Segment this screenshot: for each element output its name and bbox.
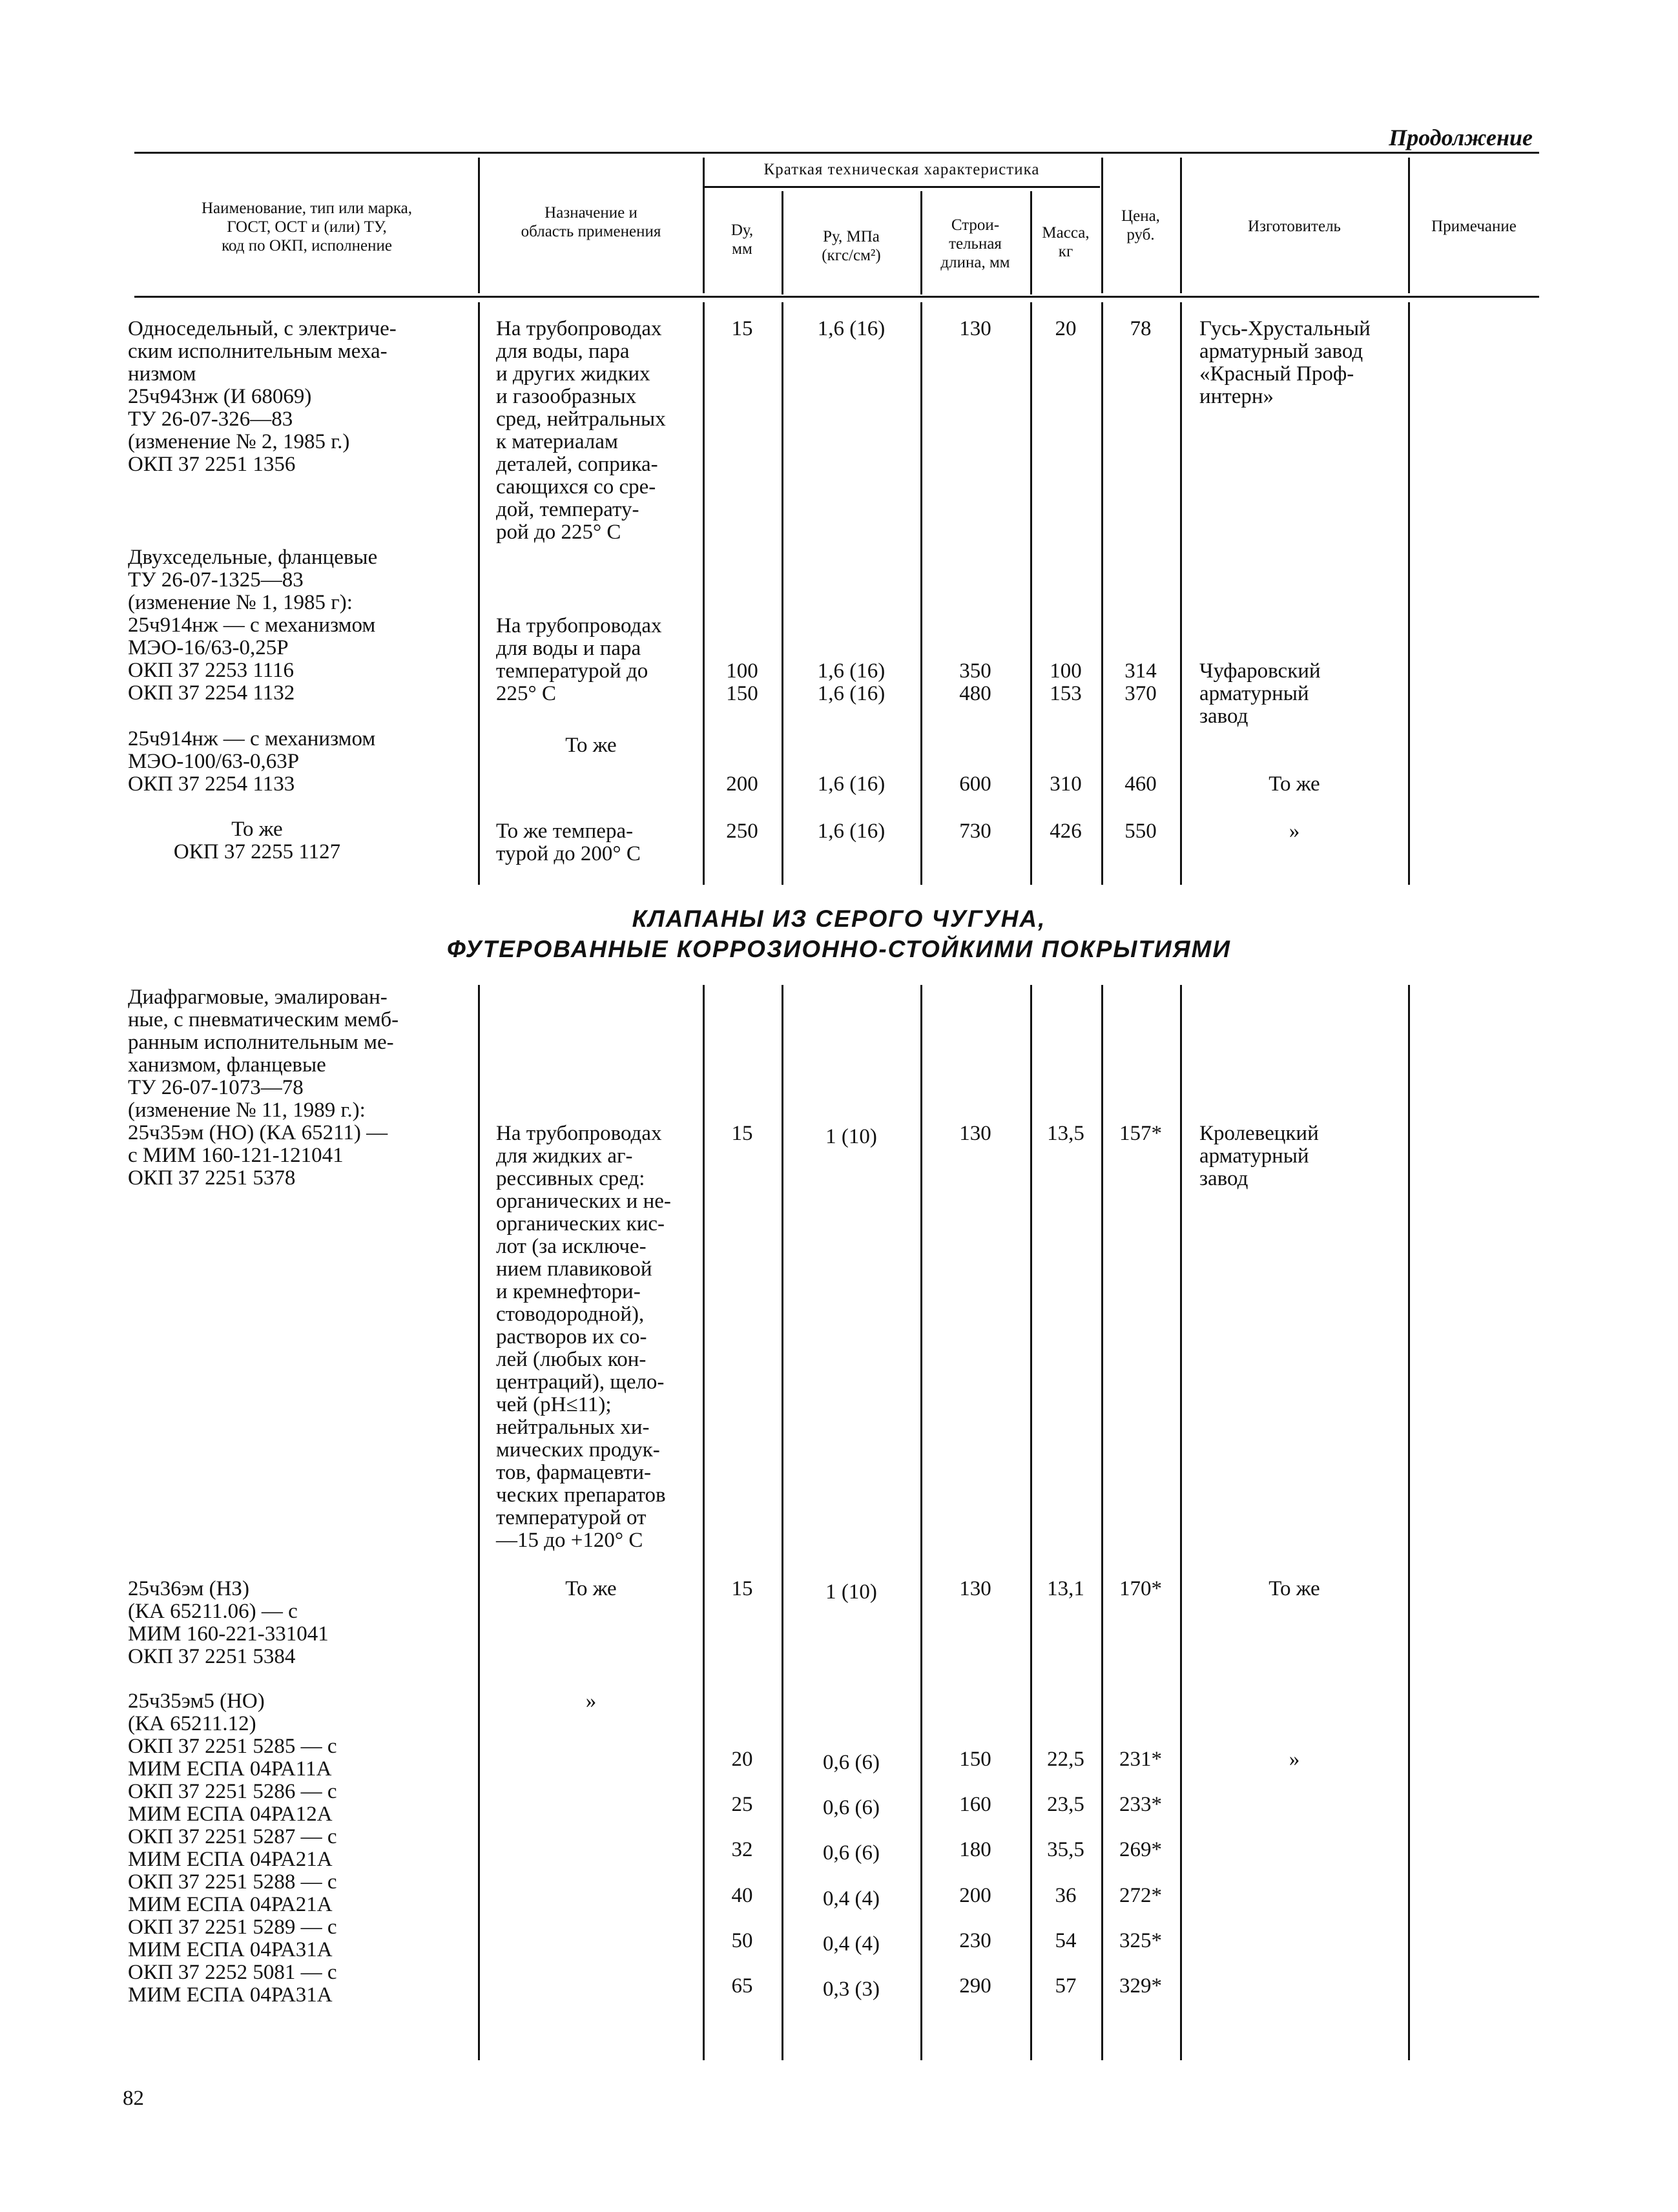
item-name: 25ч914нж — с механизмом МЭО-100/63-0,63Р ОКП 37 2254 1133	[128, 727, 376, 796]
header-dy: Dу, мм	[730, 222, 754, 258]
header-purpose: Назначение и область применения	[521, 204, 661, 240]
item-purpose: То же	[565, 1577, 617, 1600]
cell-mass: 310	[1050, 772, 1082, 796]
item-name: Диафрагмовые, эмалирован- ные, с пневматическим мемб- ранным исполнительным ме- ханизмом, фланцевые ТУ 26-07-1073—78 (изменение № 11, 1989 г.): 25ч35эм (НО) (КА 65211) — с МИМ 160-121-121041 ОКП 37 2251 5378	[128, 986, 399, 1190]
item-purpose: На трубопроводах для воды, пара и других жидких и газообразных сред, нейтральных к материалам деталей, соприка- сающихся со сре- дой, температу- рой до 225° С	[496, 317, 666, 544]
cell-py: 1,6 (16)	[817, 317, 886, 340]
cell-dy: 15	[731, 317, 753, 340]
header-maker: Изготовитель	[1248, 218, 1341, 235]
cell-dy: 100 150	[726, 659, 758, 705]
cell-dy: 20	[731, 1748, 753, 1771]
item-purpose: То же	[565, 734, 617, 757]
cell-price: 314 370	[1124, 659, 1157, 705]
cell-mass: 36	[1055, 1884, 1077, 1907]
header-mass: Масса, кг	[1042, 224, 1090, 260]
cell-price: 170*	[1119, 1577, 1162, 1600]
cell-price: 550	[1124, 820, 1157, 843]
cell-price: 231*	[1119, 1748, 1162, 1771]
cell-dy: 250	[726, 820, 758, 843]
item-maker: Чуфаровский арматурный завод	[1199, 659, 1321, 728]
cell-length: 180	[959, 1838, 991, 1861]
item-maker: То же	[1269, 772, 1320, 796]
cell-length: 230	[959, 1929, 991, 1952]
cell-py: 0,6 (6)	[823, 1751, 880, 1774]
cell-py: 0,4 (4)	[823, 1887, 880, 1910]
header-name: Наименование, тип или марка, ГОСТ, ОСТ и (или) ТУ, код по ОКП, исполнение	[201, 200, 413, 254]
cell-dy: 50	[731, 1929, 753, 1952]
header-price: Цена, руб.	[1121, 207, 1160, 243]
cell-mass: 35,5	[1047, 1838, 1084, 1861]
cell-price: 329*	[1119, 1974, 1162, 1998]
section-title-line-2: ФУТЕРОВАННЫЕ КОРРОЗИОННО-СТОЙКИМИ ПОКРЫТИЯМИ	[447, 936, 1231, 962]
item-name: Двухседельные, фланцевые ТУ 26-07-1325—83 (изменение № 1, 1985 г): 25ч914нж — с механизмом МЭО-16/63-0,25Р ОКП 37 2253 1116 ОКП 37 2254 1132	[128, 546, 378, 705]
header-length: Строи- тельная длина, мм	[940, 216, 1010, 271]
col-divider	[1180, 302, 1182, 885]
item-name: 25ч35эм5 (НО) (КА 65211.12) ОКП 37 2251 5285 — с МИМ ЕСПА 04РА11А ОКП 37 2251 5286 — с МИМ ЕСПА 04РА12А ОКП 37 2251 5287 — с МИМ ЕСПА 04РА21А ОКП 37 2251 5288 — с МИМ ЕСПА 04РА21А ОКП 37 2251 5289 — с МИМ ЕСПА 04РА31А ОКП 37 2252 5081 — с МИМ ЕСПА 04РА31А	[128, 1690, 337, 2007]
cell-mass: 22,5	[1047, 1748, 1084, 1771]
cell-length: 600	[959, 772, 991, 796]
continuation-label: Продолжение	[1389, 125, 1533, 150]
cell-dy: 65	[731, 1974, 753, 1998]
cell-mass: 23,5	[1047, 1793, 1084, 1816]
item-purpose: На трубопроводах для жидких аг- рессивных сред: органических и не- органических кис- лот (за исключе- нием плавиковой и кремнефтори- стоводородной), растворов их со- лей (любых кон- центраций), щело- чей (рН≤11); нейтральных хи- мических продук- тов, фармацевти- ческих препаратов температурой от —15 до +120° С	[496, 1122, 671, 1552]
cell-length: 160	[959, 1793, 991, 1816]
cell-dy: 40	[731, 1884, 753, 1907]
item-maker: »	[1289, 820, 1300, 843]
cell-price: 325*	[1119, 1929, 1162, 1952]
col-divider	[782, 302, 783, 885]
cell-py: 1,6 (16)	[817, 772, 886, 796]
item-purpose: На трубопроводах для воды и пара температурой до 225° С	[496, 614, 662, 705]
cell-py: 1 (10)	[825, 1580, 877, 1604]
cell-py: 0,6 (6)	[823, 1841, 880, 1865]
col-divider	[1101, 302, 1103, 885]
cell-py: 0,3 (3)	[823, 1978, 880, 2001]
cell-py: 0,4 (4)	[823, 1932, 880, 1956]
col-divider	[1408, 302, 1410, 885]
header-top-rule	[134, 152, 1539, 154]
cell-length: 200	[959, 1884, 991, 1907]
item-name: То же ОКП 37 2255 1127	[173, 818, 341, 863]
section-title-line-1: КЛАПАНЫ ИЗ СЕРОГО ЧУГУНА,	[632, 905, 1046, 932]
item-maker: Гусь-Хрустальный арматурный завод «Красный Проф- интерн»	[1199, 317, 1371, 408]
cell-price: 233*	[1119, 1793, 1162, 1816]
col-divider	[703, 302, 705, 885]
cell-length: 130	[959, 317, 991, 340]
item-purpose: »	[585, 1690, 597, 1713]
cell-py: 1 (10)	[825, 1125, 877, 1148]
cell-length: 290	[959, 1974, 991, 1998]
page-number: 82	[123, 2087, 144, 2110]
cell-mass: 57	[1055, 1974, 1077, 1998]
item-maker: »	[1289, 1748, 1300, 1771]
item-maker: Кролевецкий арматурный завод	[1199, 1122, 1319, 1190]
cell-length: 350 480	[959, 659, 991, 705]
item-maker: То же	[1269, 1577, 1320, 1600]
cell-price: 78	[1130, 317, 1152, 340]
col-divider	[478, 302, 480, 885]
cell-dy: 200	[726, 772, 758, 796]
cell-length: 730	[959, 820, 991, 843]
cell-length: 150	[959, 1748, 991, 1771]
col-divider	[920, 302, 922, 885]
cell-price: 460	[1124, 772, 1157, 796]
header-note: Примечание	[1431, 218, 1517, 235]
item-name: 25ч36эм (НЗ) (КА 65211.06) — с МИМ 160-221-331041 ОКП 37 2251 5384	[128, 1577, 329, 1668]
cell-mass: 20	[1055, 317, 1077, 340]
cell-mass: 426	[1050, 820, 1082, 843]
cell-mass: 54	[1055, 1929, 1077, 1952]
cell-py: 0,6 (6)	[823, 1796, 880, 1819]
header-spec-group: Краткая техническая характеристика	[763, 161, 1040, 178]
cell-dy: 32	[731, 1838, 753, 1861]
cell-mass: 13,1	[1047, 1577, 1084, 1600]
cell-price: 269*	[1119, 1838, 1162, 1861]
cell-dy: 15	[731, 1122, 753, 1145]
item-name: Односедельный, с электриче- ским исполнительным меха- низмом 25ч943нж (И 68069) ТУ 26-07-326—83 (изменение № 2, 1985 г.) ОКП 37 2251 1356	[128, 317, 397, 476]
cell-dy: 25	[731, 1793, 753, 1816]
cell-py: 1,6 (16) 1,6 (16)	[817, 659, 886, 705]
header-bottom-rule	[134, 296, 1539, 298]
cell-mass: 13,5	[1047, 1122, 1084, 1145]
cell-price: 157*	[1119, 1122, 1162, 1145]
cell-mass: 100 153	[1050, 659, 1082, 705]
cell-length: 130	[959, 1122, 991, 1145]
header-py: Pу, МПа (кгс/см²)	[822, 228, 881, 264]
col-divider	[1408, 985, 1410, 2060]
spec-group-rule	[703, 186, 1100, 188]
col-divider	[1030, 302, 1032, 885]
col-divider	[478, 985, 480, 2060]
cell-length: 130	[959, 1577, 991, 1600]
item-purpose: То же темпера- турой до 200° С	[496, 820, 641, 865]
col-divider	[1180, 985, 1182, 2060]
cell-dy: 15	[731, 1577, 753, 1600]
hdr-divider	[478, 158, 480, 293]
cell-price: 272*	[1119, 1884, 1162, 1907]
cell-py: 1,6 (16)	[817, 820, 886, 843]
